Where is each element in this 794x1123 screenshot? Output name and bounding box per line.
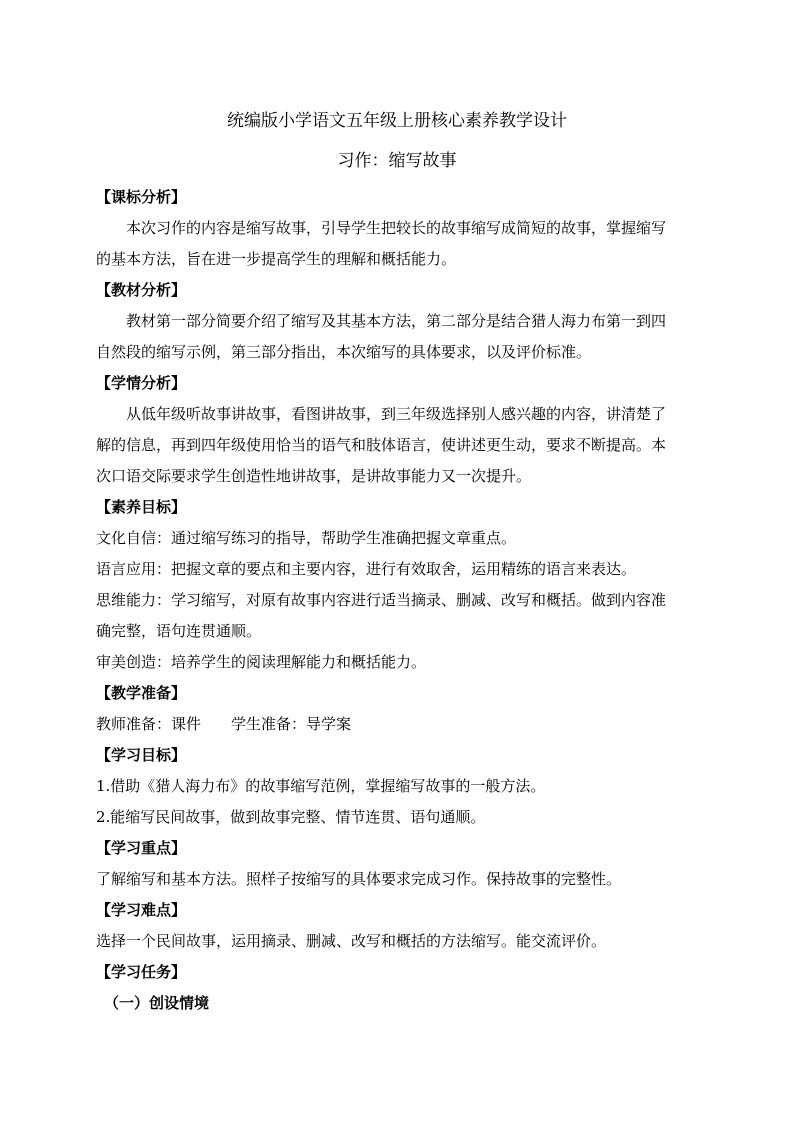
section-heading: 【学习任务】: [96, 963, 187, 981]
paragraph-line: 解的信息，再到四年级使用恰当的语气和肢体语言，使讲述更生动，要求不断提高。本: [96, 436, 667, 454]
paragraph-line: 从低年级听故事讲故事，看图讲故事，到三年级选择别人感兴趣的内容，讲清楚了: [126, 405, 667, 423]
section-heading: 【课标分析】: [96, 188, 187, 206]
paragraph-line: 语言应用：把握文章的要点和主要内容，进行有效取舍，运用精练的语言来表达。: [96, 560, 637, 578]
paragraph-line: 1.借助《猎人海力布》的故事缩写范例，掌握缩写故事的一般方法。: [96, 777, 546, 795]
paragraph-line: 思维能力：学习缩写，对原有故事内容进行适当摘录、删减、改写和概括。做到内容准: [96, 591, 667, 609]
paragraph-line: 教师准备：课件 学生准备：导学案: [96, 715, 352, 733]
paragraph-line: 自然段的缩写示例，第三部分指出，本次缩写的具体要求，以及评价标准。: [96, 343, 592, 361]
section-heading: 【教材分析】: [96, 281, 187, 299]
paragraph-line: 了解缩写和基本方法。照样子按缩写的具体要求完成习作。保持故事的完整性。: [96, 870, 622, 888]
section-heading: 【学情分析】: [96, 374, 187, 392]
paragraph-line: 审美创造：培养学生的阅读理解能力和概括能力。: [96, 653, 427, 671]
paragraph-line: 文化自信：通过缩写练习的指导，帮助学生准确把握文章重点。: [96, 529, 517, 547]
section-heading: 【学习重点】: [96, 839, 187, 857]
document-subtitle: 习作：缩写故事: [337, 151, 457, 171]
section-heading: 【素养目标】: [96, 498, 187, 516]
paragraph-line: 的基本方法，旨在进一步提高学生的理解和概括能力。: [96, 250, 457, 268]
document-body: [96, 182, 700, 1019]
document-title: 统编版小学语文五年级上册核心素养教学设计: [227, 111, 567, 131]
paragraph-line: 确完整，语句连贯通顺。: [96, 622, 262, 640]
subsection-heading: （一）创设情境: [104, 994, 210, 1012]
section-heading: 【学习难点】: [96, 901, 187, 919]
paragraph-line: 教材第一部分简要介绍了缩写及其基本方法，第二部分是结合猎人海力布第一到四: [126, 312, 667, 330]
section-heading: 【学习目标】: [96, 746, 187, 764]
paragraph-line: 2.能缩写民间故事，做到故事完整、情节连贯、语句通顺。: [96, 808, 486, 826]
paragraph-line: 次口语交际要求学生创造性地讲故事，是讲故事能力又一次提升。: [96, 467, 532, 485]
paragraph-line: 选择一个民间故事，运用摘录、删减、改写和概括的方法缩写。能交流评价。: [96, 932, 607, 950]
paragraph-line: 本次习作的内容是缩写故事，引导学生把较长的故事缩写成简短的故事，掌握缩写: [126, 219, 667, 237]
section-heading: 【教学准备】: [96, 684, 187, 702]
